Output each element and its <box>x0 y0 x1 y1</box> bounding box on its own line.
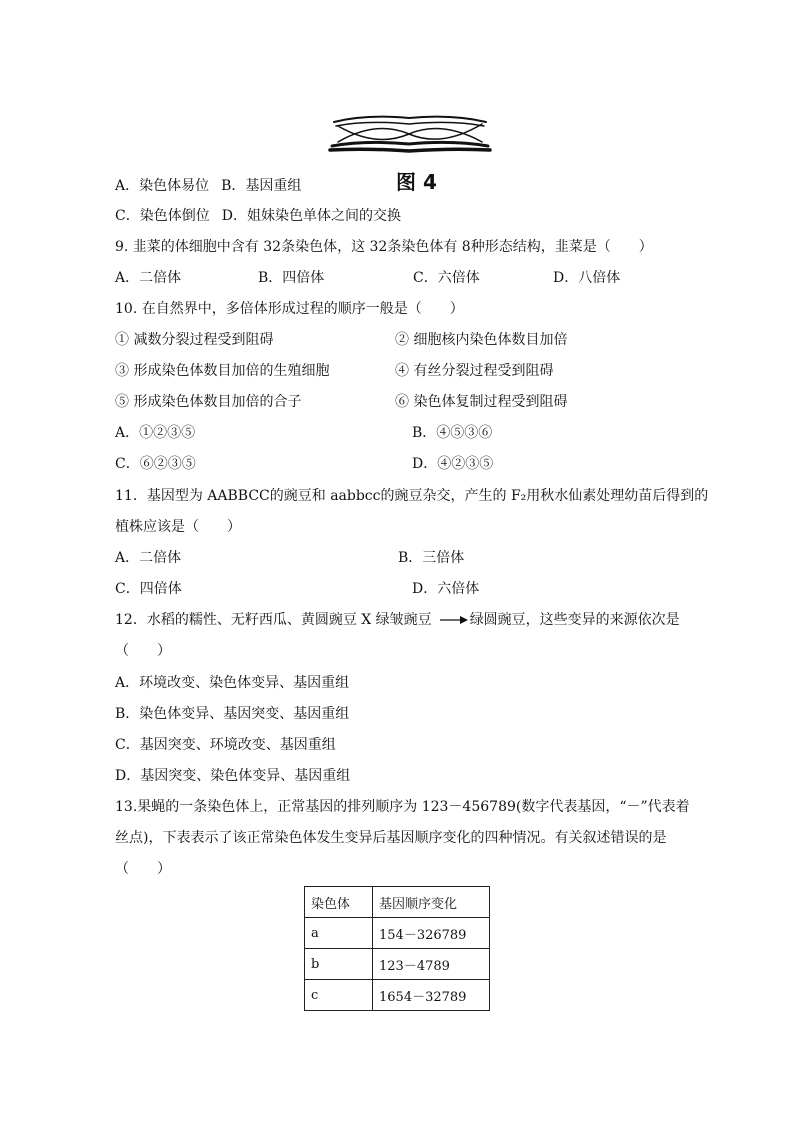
q12-stem-line1 <box>115 610 680 630</box>
q10-option-b[interactable]: B．④⑤③⑥ <box>412 425 493 441</box>
q12-option-b[interactable]: B．染色体变异、基因突变、基因重组 <box>115 706 350 722</box>
q9-option-a[interactable]: A．二倍体 <box>115 270 182 286</box>
q10-option-c[interactable]: C．⑥②③⑤ <box>115 456 196 472</box>
q10-item-5: ⑤ 形成染色体数目加倍的合子 <box>115 394 302 410</box>
q10-item-4: ④ 有丝分裂过程受到阻碍 <box>395 363 554 379</box>
q10-item-2: ② 细胞核内染色体数目加倍 <box>395 332 568 348</box>
table-cell: a <box>305 918 373 949</box>
q12-option-c[interactable]: C．基因突变、环境改变、基因重组 <box>115 737 336 753</box>
q9-stem: 9. 韭菜的体细胞中含有 32条染色体，这 32条染色体有 8种形态结构，韭菜是（ ） <box>115 239 653 255</box>
table-header-cell: 染色体 <box>305 887 373 918</box>
table-header-cell: 基因顺序变化 <box>373 887 490 918</box>
q10-item-6: ⑥ 染色体复制过程受到阻碍 <box>395 394 568 410</box>
q12-stem-part1: 12．水稻的糯性、无籽西瓜、黄圆豌豆 X 绿皱豌豆 <box>115 612 432 628</box>
q10-option-a[interactable]: A．①②③⑤ <box>115 425 196 441</box>
q12-option-d[interactable]: D．基因突变、染色体变异、基因重组 <box>115 768 351 784</box>
q10-item-1: ① 减数分裂过程受到阻碍 <box>115 332 274 348</box>
q12-stem-line2: （ ） <box>115 643 171 659</box>
q11-stem-line2: 植株应该是（ ） <box>115 519 241 535</box>
q11-option-a[interactable]: A．二倍体 <box>115 550 182 566</box>
q8-option-c[interactable]: C．染色体倒位 <box>115 208 210 224</box>
q10-stem: 10. 在自然界中，多倍体形成过程的顺序一般是（ ） <box>115 301 464 317</box>
table-header-row <box>305 887 490 918</box>
table-cell: c <box>305 980 373 1011</box>
q11-option-c[interactable]: C．四倍体 <box>115 581 182 597</box>
q8-option-a[interactable]: A．染色体易位 <box>115 178 210 194</box>
q10-option-d[interactable]: D．④②③⑤ <box>412 456 494 472</box>
q13-stem-line3: （ ） <box>115 861 171 877</box>
gene-order-table <box>304 886 490 1011</box>
q8-row2 <box>115 206 401 226</box>
table-cell: 1654－32789 <box>373 980 490 1011</box>
q11-stem-line1: 11．基因型为 AABBCC的豌豆和 aabbcc的豌豆杂交，产生的 F₂用秋水仙素处理幼苗后得到的 <box>115 488 709 504</box>
q9-option-b[interactable]: B．四倍体 <box>258 270 325 286</box>
q9-option-d[interactable]: D．八倍体 <box>553 270 621 286</box>
q11-option-b[interactable]: B．三倍体 <box>398 550 465 566</box>
table-row <box>305 949 490 980</box>
table-row <box>305 918 490 949</box>
q8-option-d[interactable]: D．姐妹染色单体之间的交换 <box>221 208 401 224</box>
q8-row1 <box>115 176 301 196</box>
right-arrow-icon <box>440 615 468 625</box>
chromosome-figure <box>326 112 492 158</box>
q12-option-a[interactable]: A．环境改变、染色体变异、基因重组 <box>115 675 350 691</box>
q13-stem-line1: 13.果蝇的一条染色体上，正常基因的排列顺序为 123－456789(数字代表基因，“－”代表着 <box>115 799 690 815</box>
table-cell: 123－4789 <box>373 949 490 980</box>
figure-label: 图 4 <box>396 170 437 194</box>
q9-option-c[interactable]: C．六倍体 <box>413 270 480 286</box>
q8-option-b[interactable]: B．基因重组 <box>221 178 302 194</box>
table-cell: 154－326789 <box>373 918 490 949</box>
q13-stem-line2: 丝点)，下表表示了该正常染色体发生变异后基因顺序变化的四种情况。有关叙述错误的是 <box>115 830 667 846</box>
table-row <box>305 980 490 1011</box>
table-cell: b <box>305 949 373 980</box>
q11-option-d[interactable]: D．六倍体 <box>412 581 480 597</box>
q10-item-3: ③ 形成染色体数目加倍的生殖细胞 <box>115 363 330 379</box>
q12-stem-part2: 绿圆豌豆，这些变异的来源依次是 <box>469 612 680 628</box>
